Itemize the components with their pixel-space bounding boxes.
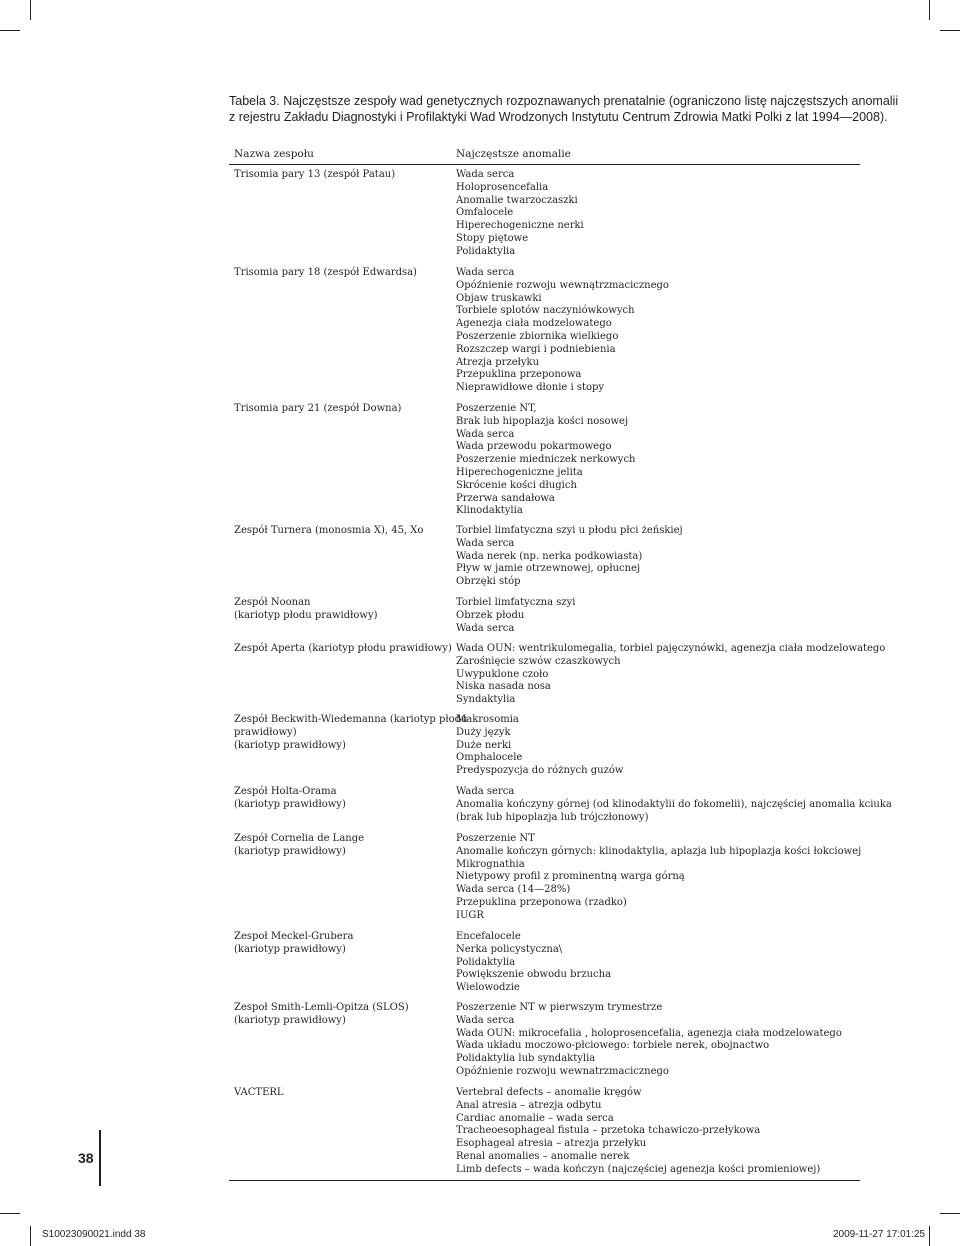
syndrome-name-line: Trisomia pary 13 (zespół Patau) — [234, 169, 396, 180]
anomaly-item: Wada przewodu pokarmowego — [456, 441, 612, 453]
syndrome-name-line: (kariotyp płodu prawidłowy) — [234, 609, 378, 621]
anomaly-item: Esophageal atresia – atrezja przełyku — [456, 1138, 647, 1150]
anomaly-item: Torbiel limfatyczna szyi u płodu płci żeńskiej — [456, 525, 683, 536]
anomaly-item: IUGR — [456, 909, 484, 921]
anomaly-item: (brak lub hipoplazja lub trójczłonowy) — [456, 811, 649, 823]
anomaly-item: Anomalia kończyny górnej (od klinodaktylii do fokomelii), najczęściej anomalia kciuka — [456, 798, 892, 810]
anomaly-item: Polidaktylia lub syndaktylia — [456, 1053, 596, 1065]
anomaly-list — [456, 403, 856, 518]
anomaly-item: Wada serca — [456, 169, 515, 180]
anomaly-item: Zarośnięcie szwów czaszkowych — [456, 655, 621, 667]
syndrome-name-line: Zespół Holta-Orama — [234, 786, 337, 797]
anomaly-item: Poszerzenie miedniczek nerkowych — [456, 454, 636, 466]
syndrome-name-line: Zespoł Smith-Lemli-Opitza (SLOS) — [234, 1002, 409, 1013]
footer-timestamp: 2009-11-27 17:01:25 — [833, 1229, 926, 1240]
crop-mark — [940, 1213, 960, 1214]
anomaly-item: Cardiac anomalie – wada serca — [456, 1112, 614, 1124]
anomaly-item: Wada serca (14—28%) — [456, 884, 571, 896]
syndrome-name — [234, 525, 444, 538]
anomaly-item: Przepuklina przeponowa (rzadko) — [456, 896, 627, 908]
anomaly-item: Hiperechogeniczne nerki — [456, 220, 584, 232]
syndrome-name-line: Trisomia pary 18 (zespół Edwardsa) — [234, 267, 417, 278]
anomaly-list — [456, 597, 856, 635]
anomaly-item: Poszerzenie NT, — [456, 403, 537, 414]
syndrome-name — [234, 1087, 444, 1100]
anomaly-item: Przepuklina przeponowa — [456, 369, 582, 381]
syndrome-name-line: (kariotyp prawidłowy) — [234, 845, 346, 857]
syndrome-name — [234, 1002, 444, 1028]
crop-mark — [929, 1226, 930, 1246]
anomaly-item: Predyspozycja do różnych guzów — [456, 765, 624, 777]
crop-mark — [929, 0, 930, 20]
syndrome-name — [234, 833, 444, 859]
page-number: 38 — [78, 1150, 94, 1166]
syndrome-name-line: VACTERL — [234, 1087, 284, 1098]
anomaly-item: Torbiel limfatyczna szyi — [456, 597, 576, 608]
anomaly-item: Syndaktylia — [456, 694, 516, 706]
anomaly-list — [456, 931, 856, 995]
anomaly-item: Limb defects – wada kończyn (najczęściej agenezja kości promieniowej) — [456, 1163, 821, 1175]
anomaly-item: Niska nasada nosa — [456, 681, 551, 693]
syndrome-name-line: (kariotyp prawidłowy) — [234, 798, 346, 810]
anomaly-list — [456, 1002, 856, 1079]
anomaly-item: Klinodaktylia — [456, 505, 523, 517]
anomaly-item: Poszerzenie zbiornika wielkiego — [456, 330, 619, 342]
anomaly-item: Objaw truskawki — [456, 292, 542, 304]
syndrome-name — [234, 714, 468, 752]
syndrome-name — [234, 786, 444, 812]
anomaly-item: Makrosomia — [456, 714, 519, 725]
caption-line: z rejestru Zakładu Diagnostyki i Profilaktyki Wad Wrodzonych Instytutu Centrum Zdrowia Matki Polki z lat 1994—2008). — [229, 110, 888, 124]
table-bottom-rule — [229, 1180, 860, 1181]
anomaly-item: Stopy piętowe — [456, 232, 529, 244]
syndrome-name-line: (kariotyp prawidłowy) — [234, 739, 346, 751]
syndrome-name-line: (kariotyp prawidłowy) — [234, 1014, 346, 1026]
anomaly-list — [456, 643, 886, 707]
anomaly-item: Vertebral defects – anomalie kręgów — [456, 1087, 642, 1098]
anomaly-item: Wada układu moczowo-płciowego: torbiele nerek, obojnactwo — [456, 1040, 770, 1052]
syndrome-name-line: Zespół Beckwith-Wiedemanna (kariotyp płodu — [234, 714, 468, 725]
column-header-anomalies: Najczęstsze anomalie — [456, 148, 571, 160]
anomaly-item: Wada serca — [456, 267, 515, 278]
anomaly-item: Nerka policystyczna\ — [456, 943, 563, 955]
syndrome-name-line: Zespół Noonan — [234, 597, 311, 608]
syndrome-name-line: (kariotyp prawidłowy) — [234, 943, 346, 955]
anomaly-item: Omfalocele — [456, 207, 514, 219]
anomaly-item: Holoprosencefalia — [456, 181, 549, 193]
anomaly-item: Anal atresia – atrezja odbytu — [456, 1099, 602, 1111]
anomaly-item: Omphalocele — [456, 752, 523, 764]
crop-mark — [940, 30, 960, 31]
anomaly-item: Skrócenie kości długich — [456, 479, 577, 491]
anomaly-item: Wada serca — [456, 1014, 515, 1026]
anomaly-item: Polidaktylia — [456, 956, 516, 968]
anomaly-item: Anomalie twarzoczaszki — [456, 194, 578, 206]
anomaly-item: Rozszczep wargi i podniebienia — [456, 343, 616, 355]
anomaly-item: Atrezja przełyku — [456, 356, 540, 368]
syndrome-name — [234, 597, 444, 623]
anomaly-item: Duże nerki — [456, 739, 512, 751]
anomaly-item: Wada serca — [456, 428, 515, 440]
anomaly-item: Wada serca — [456, 786, 515, 797]
anomaly-item: Wada OUN: mikrocefalia , holoprosencefalia, agenezja ciała modzelowatego — [456, 1027, 842, 1039]
crop-mark — [0, 30, 20, 31]
syndrome-name-line: Zespół Aperta (kariotyp płodu prawidłowy) — [234, 643, 452, 654]
syndrome-name — [234, 643, 452, 656]
anomaly-list — [456, 267, 856, 395]
anomaly-item: Poszerzenie NT w pierwszym trymestrze — [456, 1002, 663, 1013]
anomaly-item: Obrzęki stóp — [456, 576, 521, 588]
anomaly-item: Wada serca — [456, 537, 515, 549]
anomaly-item: Agenezja ciała modzelowatego — [456, 318, 612, 330]
anomaly-item: Wada OUN: wentrikulomegalia, torbiel pajęczynówki, agenezja ciała modzelowatego — [456, 643, 886, 654]
anomaly-item: Obrzek płodu — [456, 609, 525, 621]
anomaly-item: Nieprawidłowe dłonie i stopy — [456, 382, 605, 394]
anomaly-item: Nietypowy profil z prominentną warga górną — [456, 871, 685, 883]
anomaly-list — [456, 525, 856, 589]
anomaly-item: Wada nerek (np. nerka podkowiasta) — [456, 550, 643, 562]
anomaly-list — [456, 786, 892, 824]
column-header-name: Nazwa zespołu — [234, 148, 314, 160]
anomaly-item: Encefalocele — [456, 931, 521, 942]
anomaly-item: Duży język — [456, 726, 511, 738]
syndrome-name — [234, 403, 444, 416]
footer-file-name: S10023090021.indd 38 — [42, 1229, 146, 1240]
anomaly-item: Przerwa sandałowa — [456, 492, 555, 504]
anomaly-item: Renal anomalies – anomalie nerek — [456, 1150, 630, 1162]
anomaly-item: Brak lub hipoplazja kości nosowej — [456, 415, 629, 427]
crop-mark — [30, 0, 31, 20]
crop-mark — [30, 1226, 31, 1246]
anomaly-item: Mikrognathia — [456, 858, 525, 870]
syndrome-name-line: Trisomia pary 21 (zespół Downa) — [234, 403, 402, 414]
syndrome-name — [234, 931, 444, 957]
anomaly-item: Wielowodzie — [456, 982, 520, 994]
syndrome-name — [234, 169, 444, 182]
syndrome-name-line: prawidłowy) — [234, 726, 297, 738]
anomaly-item: Poszerzenie NT — [456, 833, 535, 844]
anomaly-list — [456, 714, 856, 778]
anomaly-list — [456, 169, 856, 259]
anomaly-list — [456, 833, 862, 923]
syndrome-name-line: Zespół Turnera (monosmia X), 45, Xo — [234, 525, 424, 536]
anomaly-list — [456, 1087, 856, 1177]
syndrome-name-line: Zespoł Meckel-Grubera — [234, 931, 354, 942]
crop-mark — [0, 1213, 20, 1214]
anomaly-item: Pływ w jamie otrzewnowej, opłucnej — [456, 563, 641, 575]
anomaly-item: Polidaktylia — [456, 245, 516, 257]
anomaly-item: Powiększenie obwodu brzucha — [456, 969, 612, 981]
page-number-divider — [99, 1130, 101, 1186]
anomaly-item: Opóźnienie rozwoju wewnątrzmacicznego — [456, 279, 669, 291]
anomaly-item: Hiperechogeniczne jelita — [456, 466, 583, 478]
caption-line: Tabela 3. Najczęstsze zespoły wad genetycznych rozpoznawanych prenatalnie (ograniczono listę najczęstszych anomalii — [229, 94, 899, 108]
anomaly-item: Wada serca — [456, 622, 515, 634]
syndrome-name-line: Zespół Cornelia de Lange — [234, 833, 365, 844]
anomaly-item: Torbiele splotów naczyniówkowych — [456, 305, 635, 317]
syndrome-name — [234, 267, 444, 280]
anomaly-item: Opóźnienie rozwoju wewnatrzmacicznego — [456, 1065, 669, 1077]
table-caption — [229, 93, 899, 125]
anomaly-item: Anomalie kończyn górnych: klinodaktylia, aplazja lub hipoplazja kości łokciowej — [456, 845, 862, 857]
anomaly-item: Tracheoesophageal fistula – przetoka tchawiczo-przełykowa — [456, 1125, 761, 1137]
table-header-rule — [229, 164, 860, 165]
anomaly-item: Uwypuklone czoło — [456, 668, 549, 680]
